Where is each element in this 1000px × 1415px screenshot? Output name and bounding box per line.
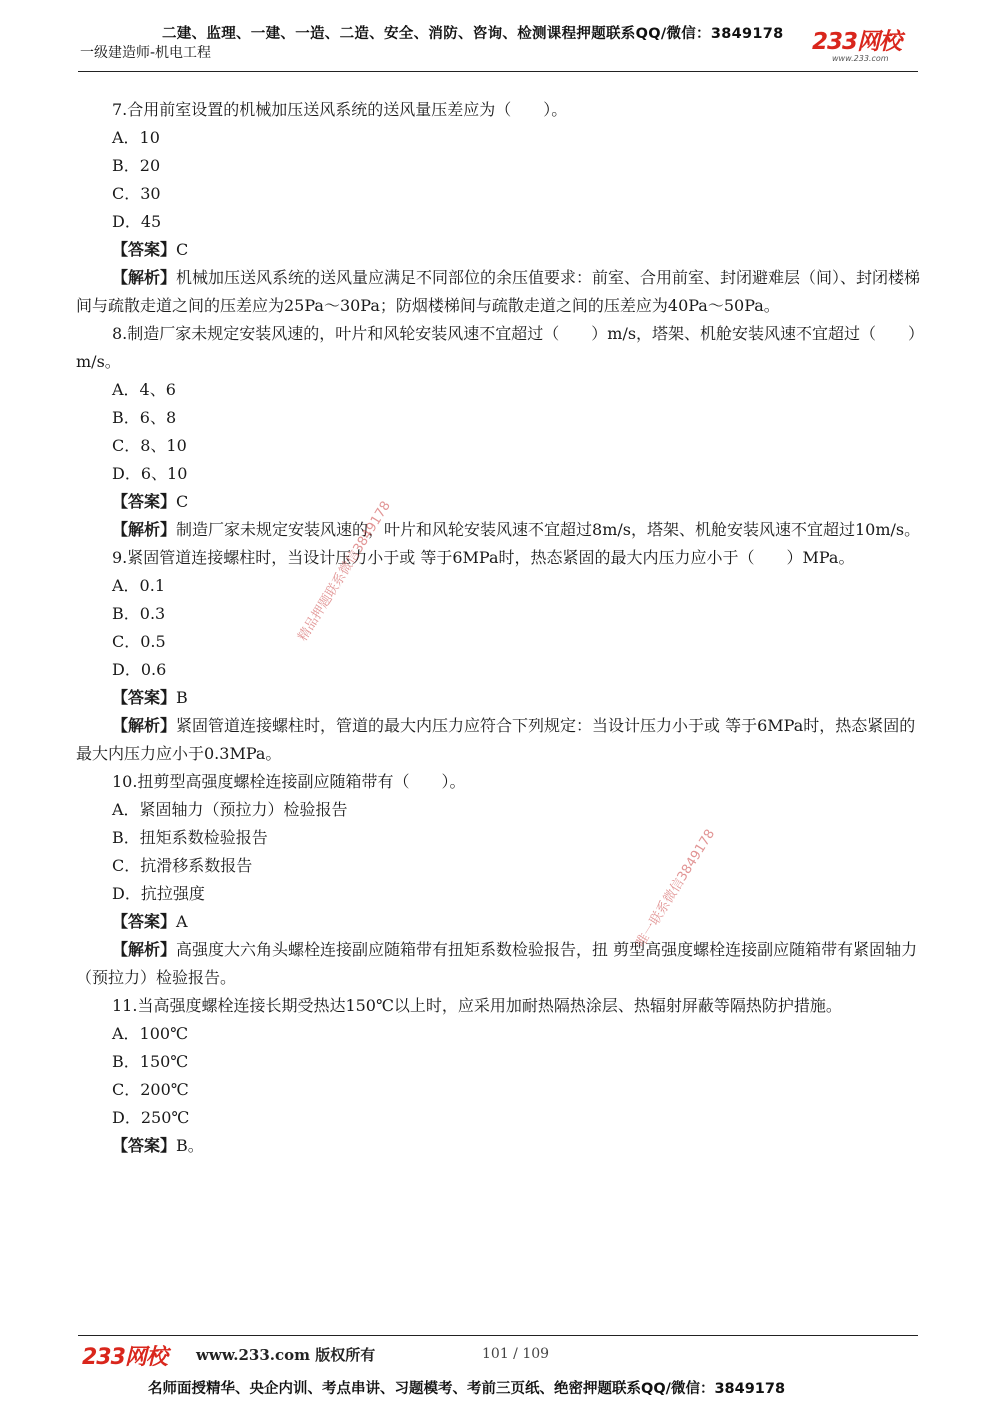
answer-tag: 【答案】	[112, 912, 177, 931]
watermark: 唯一联系微信3849178	[633, 826, 719, 951]
analysis-text: 机械加压送风系统的送风量应满足不同部位的余压值要求：前室、合用前室、封闭避难层（间）、封闭楼梯间与疏散走道之间的压差应为25Pa～30Pa；防烟楼梯间与疏散走道之间的压差应为40Pa～50Pa。	[76, 268, 921, 315]
header-logo	[812, 30, 922, 66]
footer-logo: 233网校	[82, 1345, 167, 1370]
footer-site: www.233.com 版权所有	[196, 1346, 376, 1364]
analysis-tag: 【解析】	[112, 940, 177, 959]
option: A．紧固轴力（预拉力）检验报告	[112, 800, 348, 819]
option: A．0.1	[112, 576, 166, 595]
option: A．100℃	[112, 1024, 188, 1043]
footer-promo: 名师面授精华、央企内训、考点串讲、习题模考、考前三页纸、绝密押题联系QQ/微信：3849178	[148, 1381, 786, 1397]
header-logo-url: www.233.com	[832, 54, 889, 63]
option: C．30	[112, 184, 161, 203]
option: A．4、6	[112, 380, 176, 399]
option: D．45	[112, 212, 162, 231]
answer-tag: 【答案】	[112, 1136, 177, 1155]
option: D．250℃	[112, 1108, 190, 1127]
question-stem: 7.合用前室设置的机械加压送风系统的送风量压差应为（ ）。	[112, 100, 568, 119]
answer-value: A	[176, 912, 188, 931]
header-subtitle: 一级建造师-机电工程	[80, 45, 212, 61]
analysis-text: 高强度大六角头螺栓连接副应随箱带有扭矩系数检验报告，扭 剪型高强度螺栓连接副应随箱带有紧固轴力（预拉力）检验报告。	[76, 940, 918, 987]
answer	[76, 684, 926, 712]
footer-rule	[78, 1335, 918, 1336]
answer-tag: 【答案】	[112, 240, 177, 259]
option: B．150℃	[112, 1052, 189, 1071]
option: C．200℃	[112, 1080, 189, 1099]
answer-value: B	[176, 688, 188, 707]
answer-value: C	[176, 492, 189, 511]
option: B．0.3	[112, 604, 166, 623]
question-stem: 9.紧固管道连接螺柱时，当设计压力小于或 等于6MPa时，热态紧固的最大内压力应小于（ ）MPa。	[112, 548, 855, 567]
answer-value: C	[176, 240, 189, 259]
answer-tag: 【答案】	[112, 688, 177, 707]
question-stem: 8.制造厂家未规定安装风速的，叶片和风轮安装风速不宜超过（ ）m/s，塔架、机舱安装风速不宜超过（ ）m/s。	[76, 324, 925, 371]
analysis	[76, 516, 926, 544]
analysis-tag: 【解析】	[112, 716, 177, 735]
question-stem: 11.当高强度螺栓连接长期受热达150℃以上时，应采用加耐热隔热涂层、热辐射屏蔽等隔热防护措施。	[112, 996, 842, 1015]
answer	[76, 488, 926, 516]
header-rule	[78, 71, 918, 72]
analysis	[76, 712, 926, 768]
option: D．6、10	[112, 464, 188, 483]
watermark: 精品押题联系微信3849178	[295, 498, 394, 645]
answer-tag: 【答案】	[112, 492, 177, 511]
analysis-tag: 【解析】	[112, 520, 177, 539]
option: D．抗拉强度	[112, 884, 205, 903]
analysis	[76, 936, 926, 992]
option: C．8、10	[112, 436, 187, 455]
analysis	[76, 264, 926, 320]
header-promo: 二建、监理、一建、一造、二造、安全、消防、咨询、检测课程押题联系QQ/微信：3849178	[162, 26, 784, 42]
option: B．20	[112, 156, 161, 175]
header-logo-brand: 233网校	[812, 29, 902, 55]
option: A．10	[112, 128, 160, 147]
answer-value: B。	[176, 1136, 204, 1155]
answer	[76, 1132, 926, 1160]
analysis-text: 制造厂家未规定安装风速的，叶片和风轮安装风速不宜超过8m/s，塔架、机舱安装风速不宜超过10m/s。	[176, 520, 921, 539]
option: C．0.5	[112, 632, 166, 651]
analysis-text: 紧固管道连接螺柱时，管道的最大内压力应符合下列规定：当设计压力小于或 等于6MPa时，热态紧固的最大内压力应小于0.3MPa。	[76, 716, 916, 763]
option: B．6、8	[112, 408, 177, 427]
document-body	[76, 96, 926, 1160]
page-number: 101 / 109	[482, 1346, 550, 1362]
option: C．抗滑移系数报告	[112, 856, 253, 875]
option: B．扭矩系数检验报告	[112, 828, 268, 847]
question-stem: 10.扭剪型高强度螺栓连接副应随箱带有（ ）。	[112, 772, 466, 791]
option: D．0.6	[112, 660, 167, 679]
analysis-tag: 【解析】	[112, 268, 177, 287]
answer	[76, 908, 926, 936]
answer	[76, 236, 926, 264]
